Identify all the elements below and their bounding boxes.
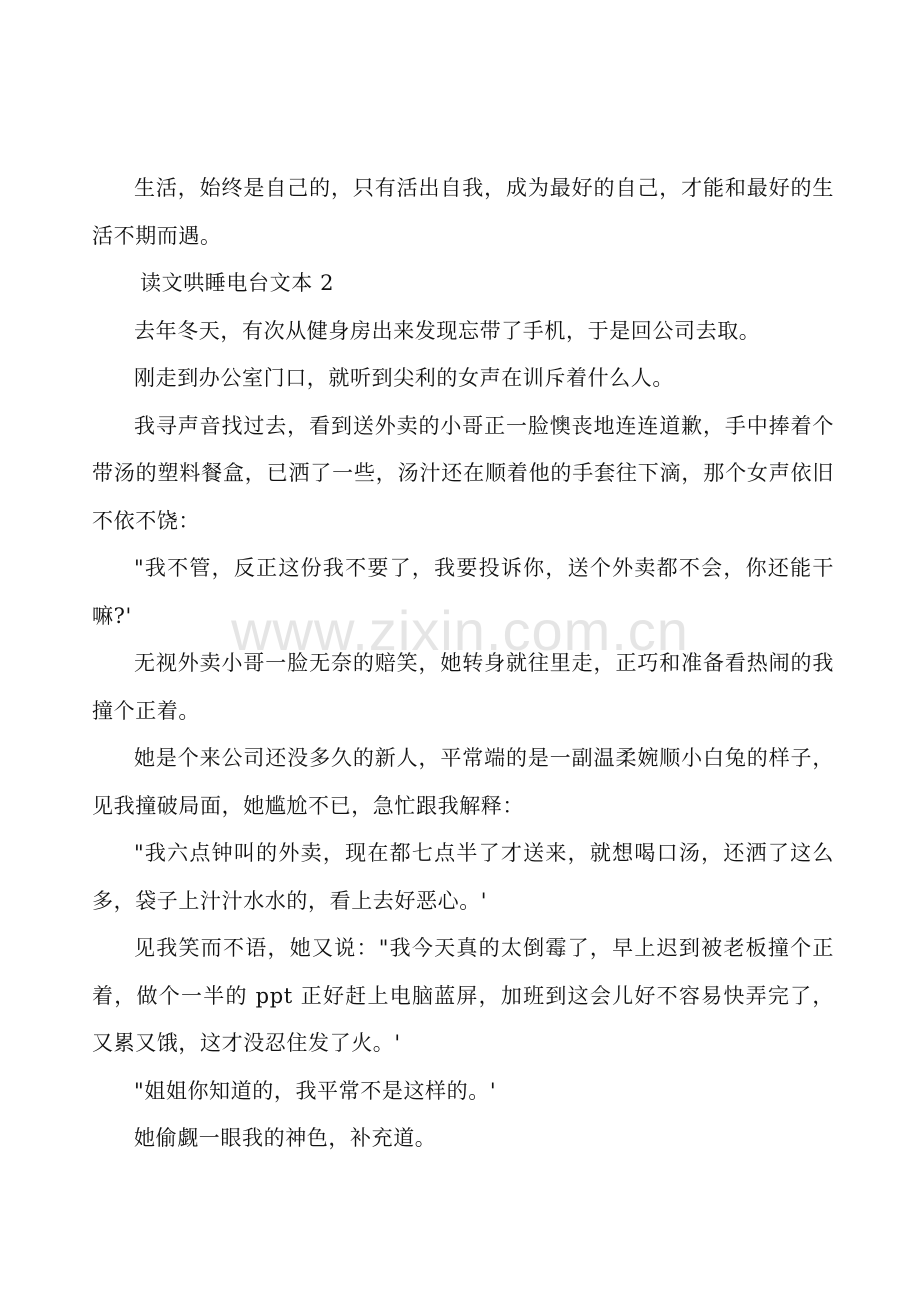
section-heading: 读文哄睡电台文本 2 <box>140 271 335 295</box>
paragraph: 刚走到办公室门口，就听到尖利的女声在训斥着什么人。 <box>134 366 674 390</box>
paragraph-quote: "我六点钟叫的外卖，现在都七点半了才送来，就想喝口汤，还洒了这么多，袋子上汁汁水水的，看上去好恶心。' <box>92 841 834 913</box>
paragraph: 去年冬天，有次从健身房出来发现忘带了手机，于是回公司去取。 <box>134 318 761 343</box>
paragraph: 见我笑而不语，她又说："我今天真的太倒霉了，早上迟到被老板撞个正着，做个一半的 ppt 正好赶上电脑蓝屏，加班到这会儿好不容易快弄完了，又累又饿，这才没忍住发了火。' <box>92 936 834 1055</box>
document-body <box>92 165 834 1163</box>
paragraph: 她是个来公司还没多久的新人，平常端的是一副温柔婉顺小白兔的样子，见我撞破局面，她尴尬不已，急忙跟我解释： <box>92 746 834 818</box>
paragraph: 无视外卖小哥一脸无奈的赔笑，她转身就往里走，正巧和准备看热闹的我撞个正着。 <box>92 651 834 723</box>
paragraph: 她偷觑一眼我的神色，补充道。 <box>134 1126 437 1150</box>
paragraph: 我寻声音找过去，看到送外卖的小哥正一脸懊丧地连连道歉，手中捧着个带汤的塑料餐盒，已洒了一些，汤汁还在顺着他的手套往下滴，那个女声依旧不依不饶： <box>92 413 834 533</box>
paragraph-closing-line: 生活，始终是自己的，只有活出自我，成为最好的自己，才能和最好的生活不期而遇。 <box>92 176 834 248</box>
paragraph-quote: "我不管，反正这份我不要了，我要投诉你，送个外卖都不会，你还能干嘛?' <box>92 556 834 628</box>
watermark-text: www.zixin.com.cn <box>231 599 689 662</box>
paragraph-quote: "姐姐你知道的，我平常不是这样的。' <box>134 1078 497 1103</box>
